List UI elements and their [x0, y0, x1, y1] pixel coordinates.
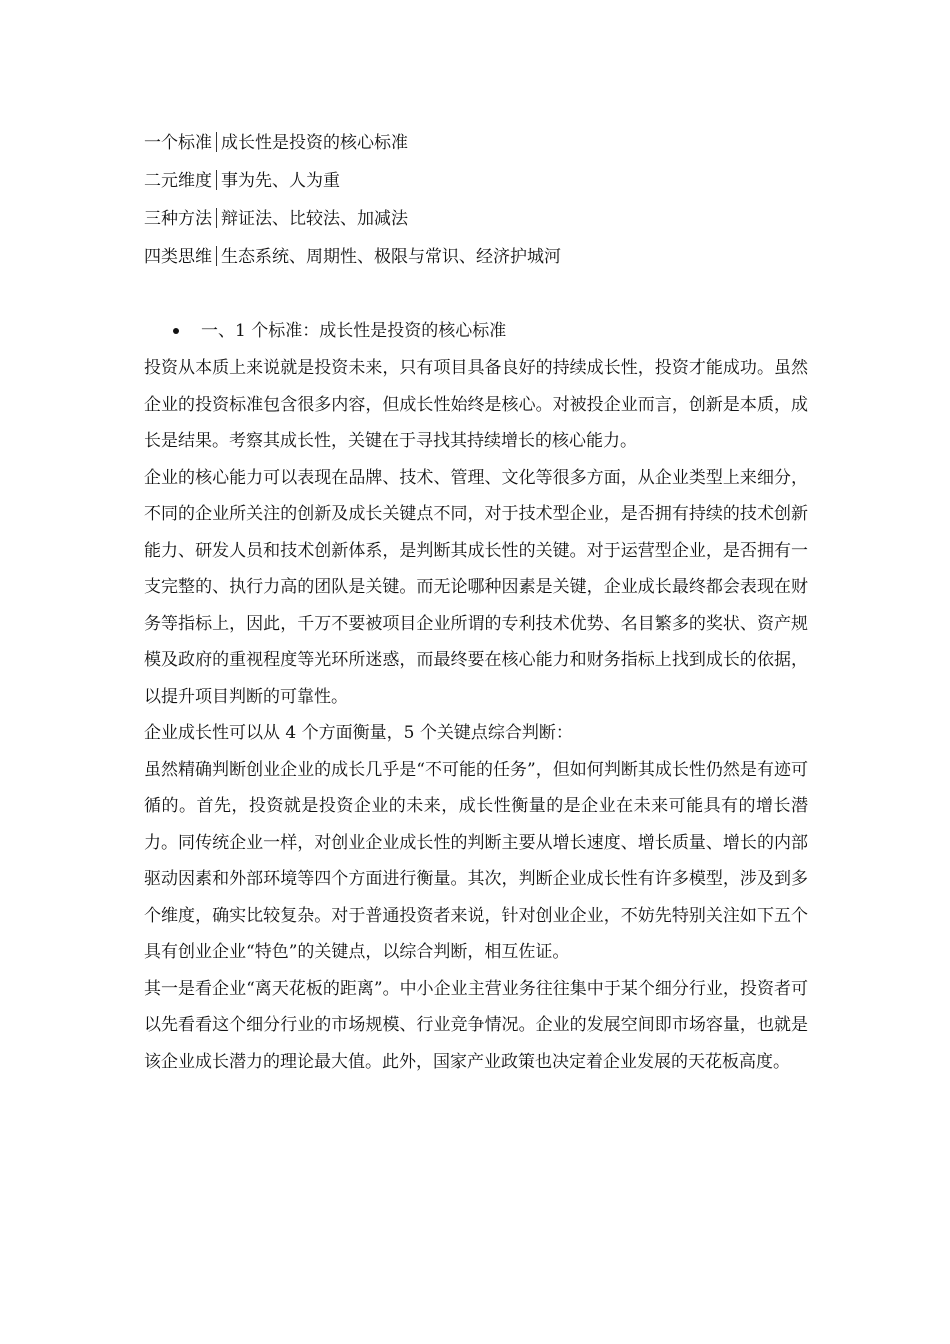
bullet-icon: [173, 328, 179, 334]
summary-item: [144, 124, 824, 162]
summary-text: 生态系统、周期性、极限与常识、经济护城河: [221, 247, 561, 267]
paragraph: 虽然精确判断创业企业的成长几乎是“不可能的任务”，但如何判断其成长性仍然是有迹可循的。首先，投资就是投资企业的未来，成长性衡量的是企业在未来可能具有的增长潜力。同传统企业一样，对创业企业成长性的判断主要从增长速度、增长质量、增长的内部驱动因素和外部环境等四个方面进行衡量。其次，判断企业成长性有许多模型，涉及到多个维度，确实比较复杂。对于普通投资者来说，针对创业企业，不妨先特别关注如下五个具有创业企业“特色”的关键点，以综合判断，相互佐证。: [144, 759, 808, 962]
summary-text: 成长性是投资的核心标准: [221, 133, 408, 153]
summary-item: [144, 162, 824, 200]
summary-label: 三种方法: [144, 209, 212, 229]
summary-label: 四类思维: [144, 247, 212, 267]
paragraph: 其一是看企业“离天花板的距离”。中小企业主营业务往往集中于某个细分行业，投资者可以先看看这个细分行业的市场规模、行业竞争情况。企业的发展空间即市场容量，也就是该企业成长潜力的理论最大值。此外，国家产业政策也决定着企业发展的天花板高度。: [144, 978, 808, 1072]
summary-label: 一个标准: [144, 133, 212, 153]
summary-text: 辩证法、比较法、加减法: [221, 209, 408, 229]
paragraph: 企业成长性可以从 4 个方面衡量，5 个关键点综合判断：: [144, 723, 573, 743]
paragraph: 投资从本质上来说就是投资未来，只有项目具备良好的持续成长性，投资才能成功。虽然企业的投资标准包含很多内容，但成长性始终是核心。对被投企业而言，创新是本质，成长是结果。考察其成长性，关键在于寻找其持续增长的核心能力。: [144, 358, 808, 451]
section-heading-text: 一、1 个标准：成长性是投资的核心标准: [201, 321, 507, 341]
separator: [216, 208, 217, 228]
body-text: [144, 350, 808, 1080]
separator: [216, 246, 217, 266]
separator: [216, 132, 217, 152]
paragraph: 企业的核心能力可以表现在品牌、技术、管理、文化等很多方面，从企业类型上来细分，不同的企业所关注的创新及成长关键点不同，对于技术型企业，是否拥有持续的技术创新能力、研发人员和技术创新体系，是判断其成长性的关键。对于运营型企业，是否拥有一支完整的、执行力高的团队是关键。而无论哪种因素是关键，企业成长最终都会表现在财务等指标上，因此，千万不要被项目企业所谓的专利技术优势、名目繁多的奖状、资产规模及政府的重视程度等光环所迷惑，而最终要在核心能力和财务指标上找到成长的依据，以提升项目判断的可靠性。: [144, 467, 808, 707]
summary-list: [144, 124, 824, 276]
section-heading: [170, 314, 506, 348]
summary-text: 事为先、人为重: [221, 171, 340, 191]
summary-item: [144, 200, 824, 238]
summary-item: [144, 238, 824, 276]
separator: [216, 170, 217, 190]
summary-label: 二元维度: [144, 171, 212, 191]
